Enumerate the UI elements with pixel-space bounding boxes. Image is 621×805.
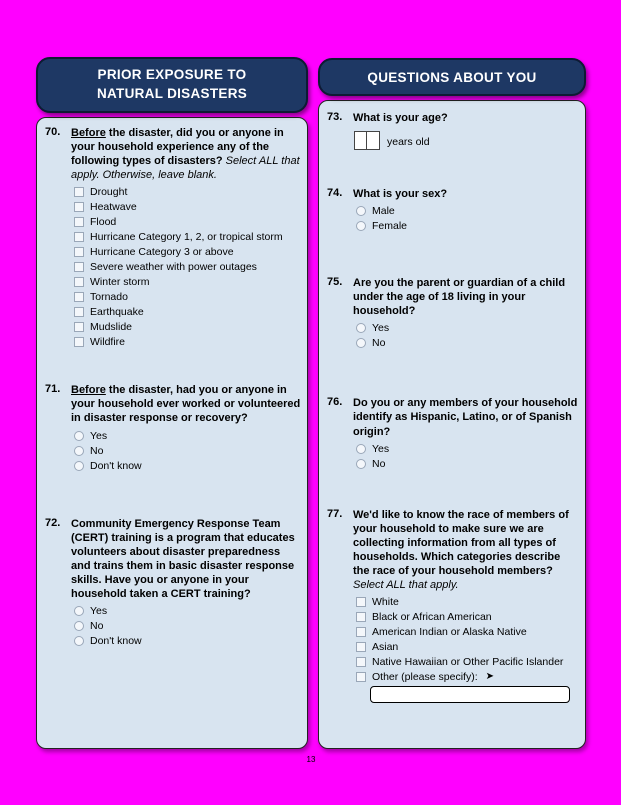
option-row[interactable] (356, 220, 579, 232)
left-header-line1: PRIOR EXPOSURE TO (97, 67, 247, 83)
left-header-line2: NATURAL DISASTERS (96, 86, 248, 101)
option-label: Don't know (90, 459, 142, 472)
question-73 (325, 111, 579, 150)
option-label: Yes (90, 429, 108, 442)
option-label: No (90, 620, 104, 633)
checkbox[interactable] (356, 672, 366, 682)
option-label: Asian (372, 641, 399, 654)
option-row[interactable] (74, 460, 301, 472)
question-number: 75. (327, 276, 343, 289)
checkbox[interactable] (74, 322, 84, 332)
question-70 (43, 126, 301, 351)
option-row[interactable] (356, 205, 579, 217)
radio-button[interactable] (74, 636, 84, 646)
option-label: Hurricane Category 3 or above (90, 246, 234, 259)
option-label: Native Hawaiian or Other Pacific Islander (372, 656, 564, 669)
option-row[interactable] (74, 276, 301, 288)
option-row[interactable] (74, 306, 301, 318)
question-number: 72. (45, 516, 61, 529)
question-number: 74. (327, 187, 343, 200)
right-section-header (318, 58, 586, 96)
option-row[interactable] (74, 246, 301, 258)
option-row[interactable] (356, 656, 579, 668)
checkbox[interactable] (74, 277, 84, 287)
option-label: Don't know (90, 635, 142, 648)
option-row[interactable] (356, 626, 579, 638)
option-row[interactable] (74, 620, 301, 632)
option-row[interactable] (356, 322, 579, 334)
option-row[interactable] (356, 443, 579, 455)
question-text-rest: the disaster, did you or anyone in your household experience any of the following types of disasters? (71, 127, 284, 168)
option-row[interactable] (74, 186, 301, 198)
radio-button[interactable] (356, 221, 366, 231)
question-text (71, 126, 301, 182)
option-label: Wildfire (90, 336, 126, 349)
question-72 (43, 517, 301, 650)
question-75 (325, 276, 579, 352)
options-list (74, 430, 301, 472)
age-unit-label: years old (387, 136, 430, 149)
option-label: No (90, 444, 104, 457)
question-text: Are you the parent or guardian of a child under the age of 18 living in your household? (353, 277, 566, 318)
age-input-row (354, 131, 579, 150)
question-number: 76. (327, 396, 343, 409)
page-number: 13 (306, 755, 316, 764)
option-row[interactable] (74, 336, 301, 348)
radio-button[interactable] (74, 606, 84, 616)
radio-button[interactable] (356, 206, 366, 216)
right-header-title: QUESTIONS ABOUT YOU (367, 69, 537, 85)
question-text: Do you or any members of your household identify as Hispanic, Latino, or of Spanish origin? (353, 397, 578, 438)
checkbox[interactable] (74, 292, 84, 302)
option-label: Earthquake (90, 306, 144, 319)
checkbox[interactable] (74, 247, 84, 257)
checkbox[interactable] (74, 307, 84, 317)
checkbox[interactable] (74, 187, 84, 197)
checkbox[interactable] (74, 202, 84, 212)
option-row[interactable] (356, 337, 579, 349)
checkbox[interactable] (74, 232, 84, 242)
question-text-rest: the disaster, had you or anyone in your household ever worked or volunteered in disaster response or recovery? (71, 384, 301, 425)
option-label: Flood (90, 216, 117, 229)
option-label: Mudslide (90, 321, 133, 334)
option-label: American Indian or Alaska Native (372, 626, 527, 639)
other-specify-input[interactable] (370, 686, 570, 703)
question-77 (325, 508, 579, 704)
checkbox[interactable] (356, 642, 366, 652)
option-row[interactable] (356, 611, 579, 623)
option-row[interactable] (74, 635, 301, 647)
question-text-underline: Before (71, 127, 106, 139)
option-row[interactable] (74, 321, 301, 333)
option-label: Severe weather with power outages (90, 261, 257, 274)
radio-button[interactable] (74, 446, 84, 456)
checkbox[interactable] (356, 657, 366, 667)
question-instruction: Select ALL that apply. Otherwise, leave blank. (71, 155, 300, 182)
option-label: Drought (90, 186, 128, 199)
options-list (74, 605, 301, 647)
option-label: Male (372, 205, 395, 218)
question-74 (325, 187, 579, 235)
option-label: White (372, 596, 399, 609)
age-digit-box-1[interactable] (354, 131, 367, 150)
options-list (356, 596, 579, 703)
checkbox[interactable] (356, 612, 366, 622)
option-row[interactable] (356, 596, 579, 608)
question-text: We'd like to know the race of members of your household to make sure we are collecting information from all types of households. Which categories describe the race of your household members? (353, 508, 569, 577)
checkbox[interactable] (74, 337, 84, 347)
options-list (74, 186, 301, 348)
options-list (356, 205, 579, 232)
radio-button[interactable] (74, 431, 84, 441)
radio-button[interactable] (356, 338, 366, 348)
question-text: What is your age? (353, 112, 448, 124)
option-label: Female (372, 220, 408, 233)
arrow-icon: ➤ (485, 671, 495, 683)
radio-button[interactable] (74, 621, 84, 631)
option-row[interactable] (74, 231, 301, 243)
radio-button[interactable] (356, 323, 366, 333)
question-instruction: Select ALL that apply. (353, 579, 459, 592)
option-label: Yes (372, 442, 390, 455)
question-text: Community Emergency Response Team (CERT) training is a program that educates volunteers about disaster preparedness and trains them in basic disaster response skills. Have you or anyone in your household taken a CERT training? (71, 517, 295, 600)
option-row-other[interactable] (356, 671, 579, 683)
radio-button[interactable] (356, 459, 366, 469)
options-list (356, 322, 579, 349)
option-row[interactable] (74, 201, 301, 213)
question-text (71, 383, 301, 425)
option-row[interactable] (74, 291, 301, 303)
option-label: Winter storm (90, 276, 150, 289)
option-label: Yes (372, 322, 390, 335)
option-label: Yes (90, 605, 108, 618)
left-section-header (36, 57, 308, 113)
checkbox[interactable] (356, 627, 366, 637)
option-label: Black or African American (372, 611, 492, 624)
option-label: Other (please specify): (372, 671, 478, 684)
checkbox[interactable] (74, 262, 84, 272)
option-row[interactable] (74, 430, 301, 442)
option-label: No (372, 457, 386, 470)
right-panel (318, 100, 586, 749)
option-label: Heatwave (90, 201, 137, 214)
option-row[interactable] (74, 216, 301, 228)
option-row[interactable] (356, 458, 579, 470)
option-row[interactable] (356, 641, 579, 653)
question-number: 73. (327, 111, 343, 123)
question-76 (325, 396, 579, 472)
question-number: 70. (45, 126, 61, 138)
question-number: 77. (327, 507, 343, 520)
option-label: Hurricane Category 1, 2, or tropical storm (90, 231, 283, 244)
option-row[interactable] (74, 445, 301, 457)
question-71 (43, 383, 301, 474)
checkbox[interactable] (74, 217, 84, 227)
option-label: Tornado (90, 291, 128, 304)
question-number: 71. (45, 383, 61, 396)
question-text: What is your sex? (353, 188, 448, 201)
radio-button[interactable] (74, 461, 84, 471)
question-text-underline: Before (71, 384, 106, 397)
option-row[interactable] (74, 261, 301, 273)
option-label: No (372, 337, 386, 350)
left-panel (36, 117, 308, 749)
age-digit-box-2[interactable] (367, 131, 380, 150)
option-row[interactable] (74, 605, 301, 617)
options-list (356, 443, 579, 470)
checkbox[interactable] (356, 597, 366, 607)
radio-button[interactable] (356, 444, 366, 454)
